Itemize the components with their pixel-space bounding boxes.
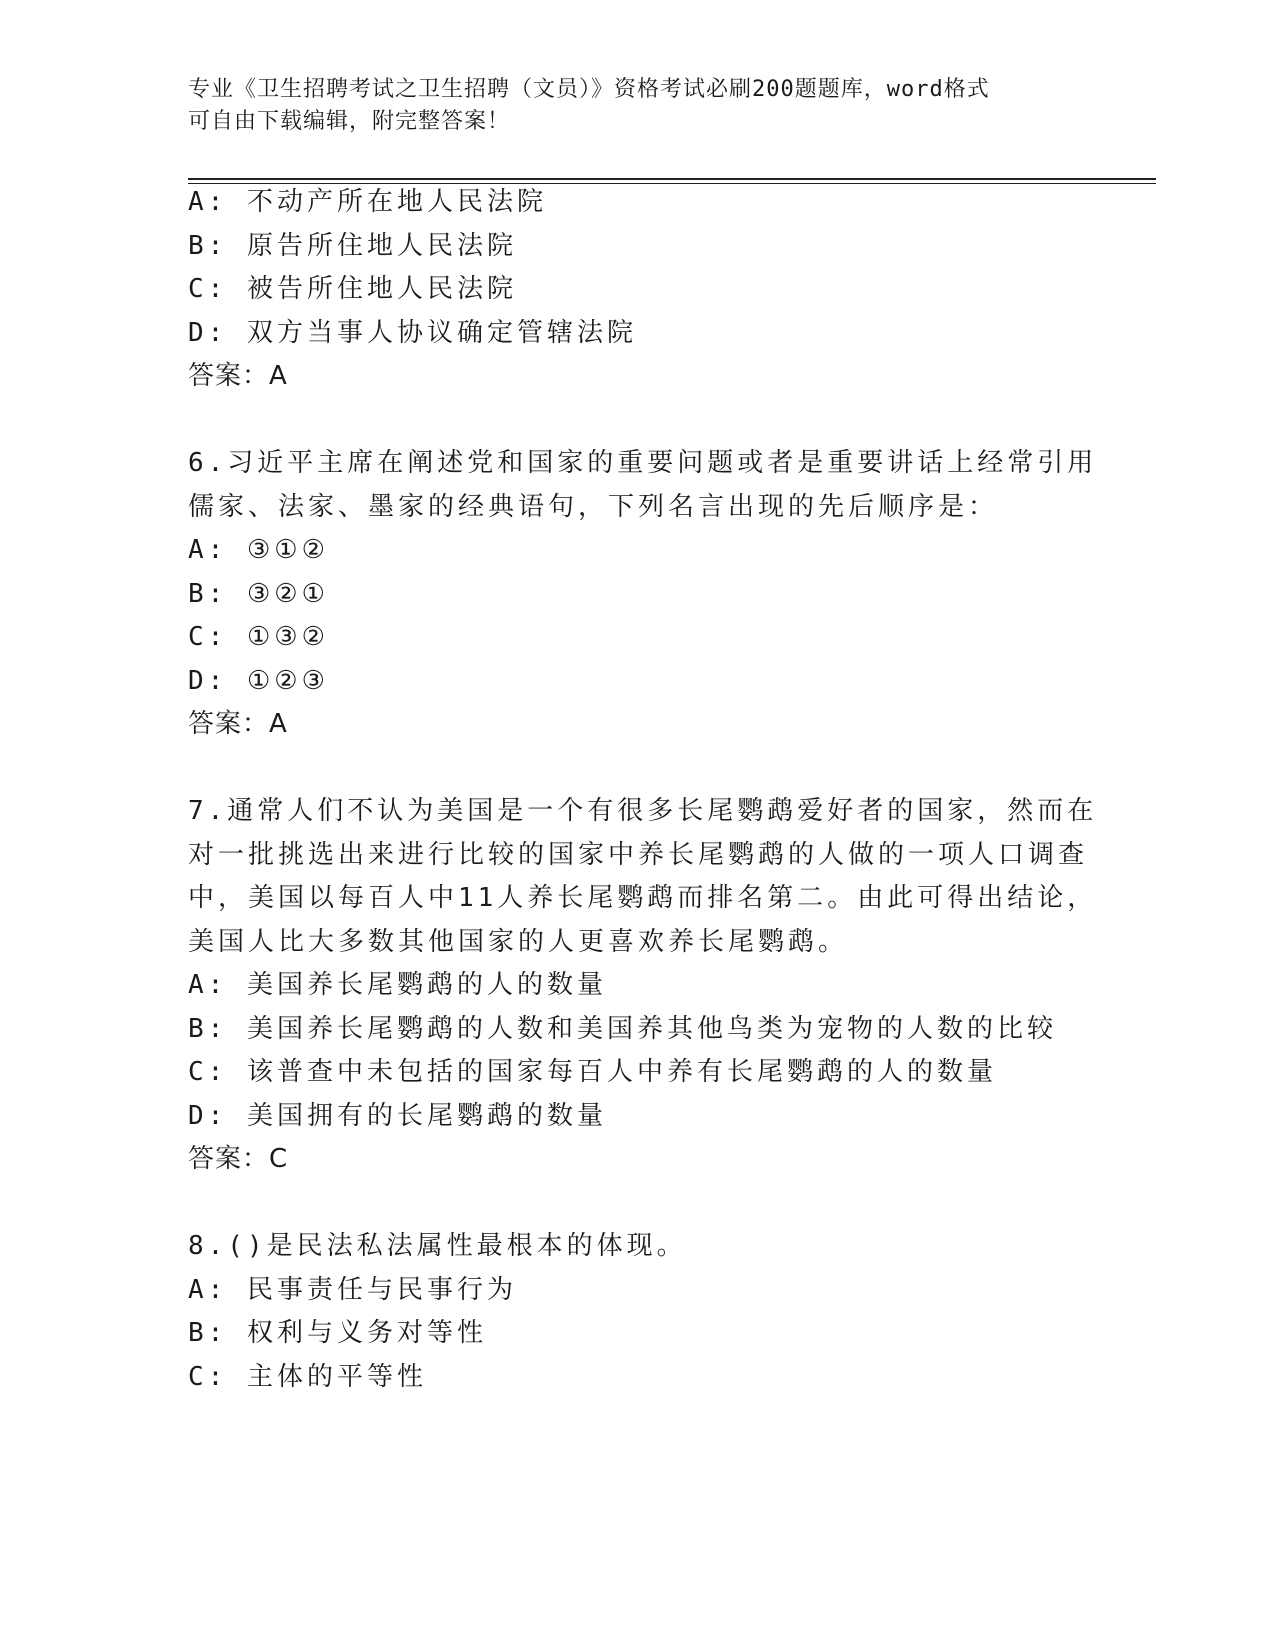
q5-answer: 答案：A xyxy=(188,361,288,391)
q7-stem-line-2: 对一批挑选出来进行比较的国家中养长尾鹦鹉的人做的一项人口调查 xyxy=(188,840,1089,870)
q6-option-b: B: ③②① xyxy=(188,579,329,609)
q8-option-a: A: 民事责任与民事行为 xyxy=(188,1275,517,1305)
q6-option-d: D: ①②③ xyxy=(188,666,329,696)
q7-option-a: A: 美国养长尾鹦鹉的人的数量 xyxy=(188,970,607,1000)
q5-option-b: B: 原告所住地人民法院 xyxy=(188,231,517,261)
q7-option-b: B: 美国养长尾鹦鹉的人数和美国养其他鸟类为宠物的人数的比较 xyxy=(188,1014,1057,1044)
q5-option-c: C: 被告所住地人民法院 xyxy=(188,274,517,304)
q6-stem-line-1: 6.习近平主席在阐述党和国家的重要问题或者是重要讲话上经常引用 xyxy=(188,448,1098,478)
q6-stem-line-2: 儒家、法家、墨家的经典语句，下列名言出现的先后顺序是： xyxy=(188,492,999,522)
q6-option-c: C: ①③② xyxy=(188,622,329,652)
q7-option-c: C: 该普查中未包括的国家每百人中养有长尾鹦鹉的人的数量 xyxy=(188,1057,997,1087)
q7-option-d: D: 美国拥有的长尾鹦鹉的数量 xyxy=(188,1101,607,1131)
q6-answer: 答案：A xyxy=(188,709,288,739)
q6-option-a: A: ③①② xyxy=(188,535,329,565)
q8-option-b: B: 权利与义务对等性 xyxy=(188,1318,487,1348)
header-line-2: 可自由下载编辑，附完整答案！ xyxy=(188,109,511,134)
q5-option-a: A: 不动产所在地人民法院 xyxy=(188,187,547,217)
q5-option-d: D: 双方当事人协议确定管辖法院 xyxy=(188,318,637,348)
document-header xyxy=(188,74,1068,138)
q8-option-c: C: 主体的平等性 xyxy=(188,1362,427,1392)
q8-stem-line-1: 8.()是民法私法属性最根本的体现。 xyxy=(188,1231,687,1261)
q7-answer: 答案：C xyxy=(188,1144,289,1174)
q7-stem-line-4: 美国人比大多数其他国家的人更喜欢养长尾鹦鹉。 xyxy=(188,927,849,957)
header-line-1: 专业《卫生招聘考试之卫生招聘（文员）》资格考试必刷200题题库，word格式 xyxy=(188,77,990,102)
header-divider xyxy=(188,178,1156,180)
q7-stem-line-1: 7.通常人们不认为美国是一个有很多长尾鹦鹉爱好者的国家，然而在 xyxy=(188,796,1098,826)
q7-stem-line-3: 中，美国以每百人中11人养长尾鹦鹉而排名第二。由此可得出结论， xyxy=(188,883,1098,913)
